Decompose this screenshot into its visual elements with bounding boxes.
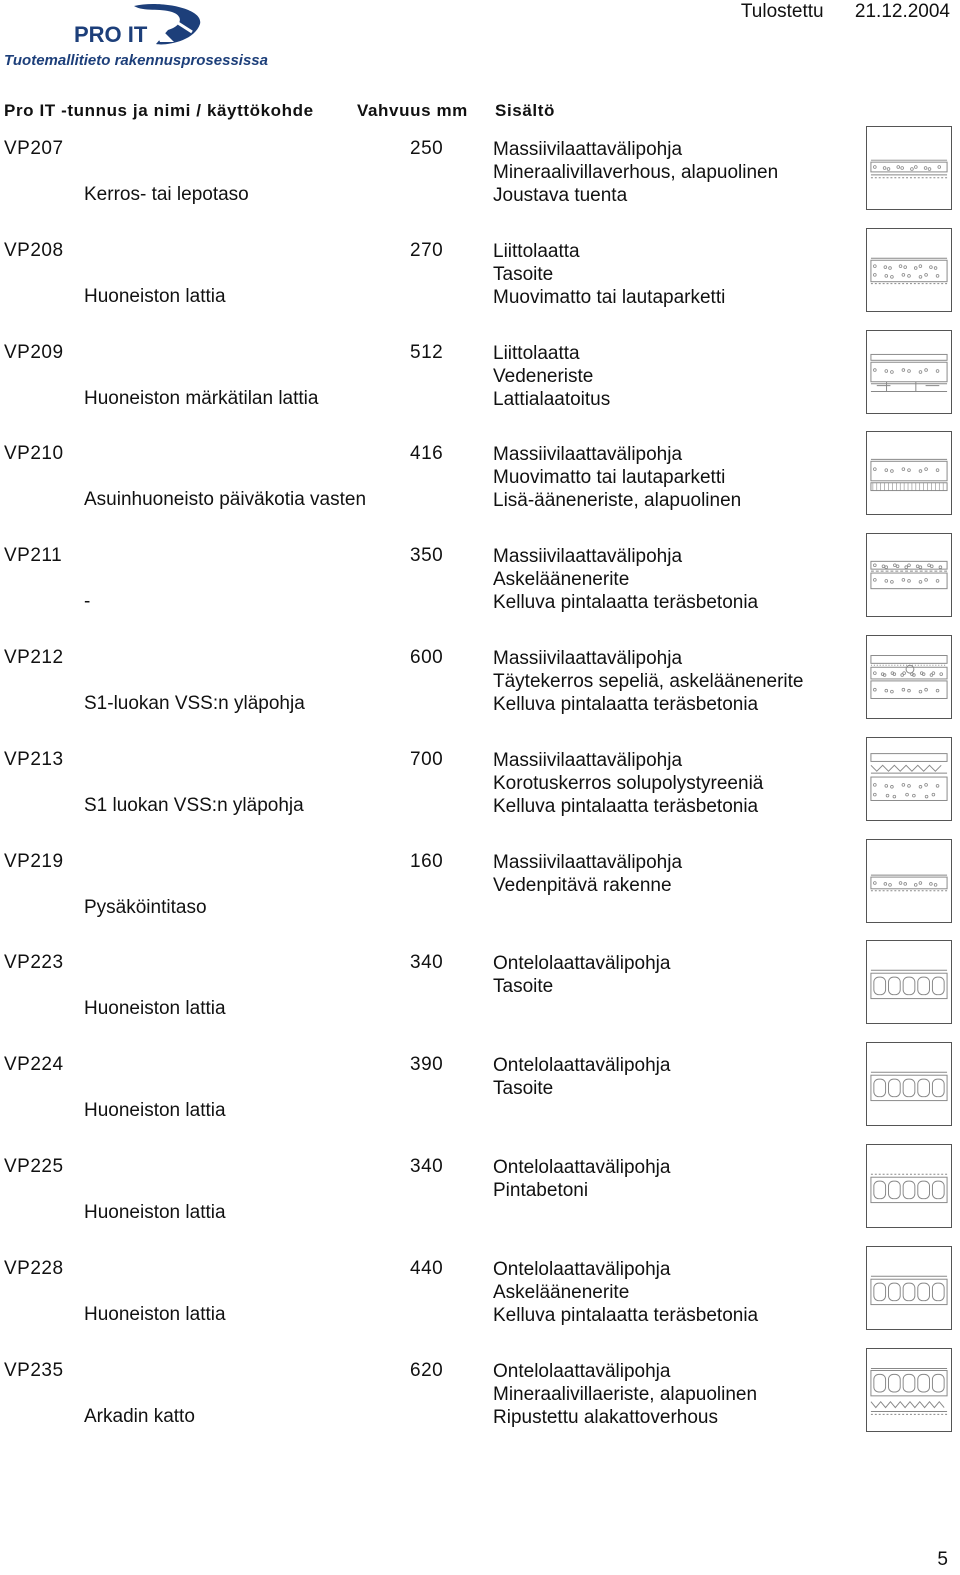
row-content-line: Massiivilaattavälipohja	[493, 851, 683, 873]
row-content-line: Lattialaatoitus	[493, 388, 611, 410]
row-content-line: Mineraalivillaverhous, alapuolinen	[493, 162, 779, 183]
row-content-line: Massiivilaattavälipohja	[493, 648, 683, 669]
row-thickness: 416	[410, 443, 444, 465]
structure-thumbnail	[866, 1042, 952, 1126]
row-usage-name: Arkadin katto	[84, 1405, 195, 1427]
row-content-line: Muovimatto tai lautaparketti	[493, 286, 726, 308]
row-usage-name: Huoneiston lattia	[84, 998, 226, 1020]
row-thickness: 390	[410, 1054, 444, 1076]
row-thickness: 160	[410, 850, 444, 872]
row-content-line: Massiivilaattavälipohja	[493, 444, 683, 466]
structure-thumbnail	[866, 635, 952, 719]
row-content-line: Muovimatto tai lautaparketti	[493, 467, 726, 489]
row-thickness: 620	[410, 1359, 444, 1381]
row-content-line: Kelluva pintalaatta teräsbetonia	[493, 694, 759, 715]
column-header-id-name: Pro IT -tunnus ja nimi / käyttökohde	[4, 101, 314, 120]
row-content-line: Kelluva pintalaatta teräsbetonia	[493, 1304, 759, 1326]
structure-thumbnail	[866, 1348, 952, 1432]
printed-date: 21.12.2004	[854, 1, 950, 22]
logo-tagline: Tuotemallitieto rakennusprosessissa	[4, 52, 268, 69]
row-content-line: Tasoite	[493, 976, 554, 998]
row-usage-name: Kerros- tai lepotaso	[84, 184, 249, 205]
row-code: VP228	[4, 1257, 64, 1279]
row-thickness: 600	[410, 647, 444, 668]
row-usage-name: Huoneiston lattia	[84, 1100, 226, 1122]
row-usage-name: Asuinhuoneisto päiväkotia vasten	[84, 489, 367, 511]
print-info	[741, 1, 950, 23]
row-content-list	[493, 138, 778, 207]
table-row	[0, 647, 960, 749]
row-content-list	[493, 1258, 758, 1327]
row-content-line: Ontelolaattavälipohja	[493, 953, 671, 975]
row-content-list	[493, 851, 682, 897]
row-content-line: Kelluva pintalaatta teräsbetonia	[493, 592, 759, 614]
row-thickness: 250	[410, 138, 444, 159]
structure-thumbnail	[866, 1144, 952, 1228]
row-thickness: 340	[410, 1156, 444, 1177]
row-thickness: 350	[410, 545, 444, 567]
row-code: VP225	[4, 1156, 64, 1177]
row-content-line: Kelluva pintalaatta teräsbetonia	[493, 795, 759, 817]
structure-thumbnail	[866, 737, 952, 821]
row-content-line: Ripustettu alakattoverhous	[493, 1406, 718, 1428]
row-code: VP223	[4, 952, 64, 974]
row-code: VP208	[4, 239, 64, 261]
row-code: VP212	[4, 647, 64, 668]
row-content-line: Joustava tuenta	[493, 185, 628, 206]
row-thickness: 340	[410, 952, 444, 974]
table-row	[0, 1258, 960, 1360]
table-row	[0, 851, 960, 953]
structure-thumbnail	[866, 839, 952, 923]
row-content-list	[493, 545, 758, 614]
row-content-line: Massiivilaattavälipohja	[493, 749, 683, 771]
row-content-line: Ontelolaattavälipohja	[493, 1258, 671, 1280]
table-row	[0, 342, 960, 444]
row-content-line: Massiivilaattavälipohja	[493, 139, 683, 160]
row-content-line: Täytekerros sepeliä, askeläänenerite	[493, 671, 804, 692]
row-usage-name: Huoneiston lattia	[84, 285, 226, 307]
row-thickness: 512	[410, 341, 444, 363]
row-code: VP207	[4, 138, 64, 159]
row-content-list	[493, 749, 763, 818]
table-row	[0, 952, 960, 1054]
row-content-list	[493, 443, 741, 512]
row-code: VP209	[4, 341, 64, 363]
row-code: VP213	[4, 748, 64, 770]
row-content-list	[493, 1156, 670, 1202]
row-code: VP211	[4, 545, 63, 567]
row-code: VP219	[4, 850, 64, 872]
row-content-line: Ontelolaattavälipohja	[493, 1157, 671, 1178]
table-row	[0, 138, 960, 240]
table-row	[0, 1360, 960, 1462]
row-content-line: Askeläänenerite	[493, 569, 630, 591]
row-usage-name: -	[84, 591, 91, 613]
column-header-thickness: Vahvuus mm	[357, 101, 468, 120]
row-thickness: 270	[410, 239, 444, 261]
table-row	[0, 1156, 960, 1258]
column-header-content: Sisältö	[495, 101, 555, 120]
row-code: VP235	[4, 1359, 64, 1381]
row-content-list	[493, 1054, 670, 1100]
printed-label: Tulostettu	[740, 1, 824, 22]
row-content-line: Vedenpitävä rakenne	[493, 874, 672, 896]
structure-thumbnail	[866, 431, 952, 515]
table-row	[0, 749, 960, 851]
structure-thumbnail	[866, 126, 952, 210]
row-thickness: 700	[410, 748, 444, 770]
page-number: 5	[937, 1549, 948, 1570]
row-content-list	[493, 240, 725, 309]
logo-brand: PRO IT	[74, 22, 148, 47]
row-content-line: Ontelolaattavälipohja	[493, 1055, 671, 1077]
row-content-line: Liittolaatta	[493, 342, 580, 364]
row-content-line: Tasoite	[493, 263, 554, 285]
row-content-line: Askeläänenerite	[493, 1281, 630, 1303]
row-usage-name: S1-luokan VSS:n yläpohja	[84, 693, 305, 714]
row-content-line: Ontelolaattavälipohja	[493, 1360, 671, 1382]
row-content-list	[493, 647, 804, 716]
structure-thumbnail	[866, 533, 952, 617]
row-code: VP210	[4, 443, 64, 465]
row-content-list	[493, 342, 610, 411]
row-content-line: Lisä-ääneneriste, alapuolinen	[493, 490, 742, 512]
row-content-list	[493, 1360, 757, 1429]
row-content-line: Pintabetoni	[493, 1180, 589, 1201]
row-content-line: Vedeneriste	[493, 365, 594, 387]
row-content-line: Tasoite	[493, 1078, 554, 1100]
row-usage-name: Huoneiston lattia	[84, 1202, 226, 1223]
row-thickness: 440	[410, 1257, 444, 1279]
structure-thumbnail	[866, 1246, 952, 1330]
row-usage-name: Huoneiston lattia	[84, 1303, 226, 1325]
row-code: VP224	[4, 1054, 64, 1076]
table-row	[0, 443, 960, 545]
row-content-line: Massiivilaattavälipohja	[493, 546, 683, 568]
table-row	[0, 545, 960, 647]
table-row	[0, 240, 960, 342]
pro-it-logo	[4, 2, 274, 68]
row-usage-name: S1 luokan VSS:n yläpohja	[84, 794, 304, 816]
row-content-line: Liittolaatta	[493, 240, 580, 262]
row-usage-name: Huoneiston märkätilan lattia	[84, 387, 319, 409]
row-content-line: Korotuskerros solupolystyreeniä	[493, 772, 764, 794]
table-row	[0, 1054, 960, 1156]
structure-thumbnail	[866, 330, 952, 414]
row-usage-name: Pysäköintitaso	[84, 896, 207, 918]
structure-thumbnail	[866, 228, 952, 312]
row-content-list	[493, 952, 670, 998]
row-content-line: Mineraalivillaeriste, alapuolinen	[493, 1383, 758, 1405]
structure-thumbnail	[866, 940, 952, 1024]
